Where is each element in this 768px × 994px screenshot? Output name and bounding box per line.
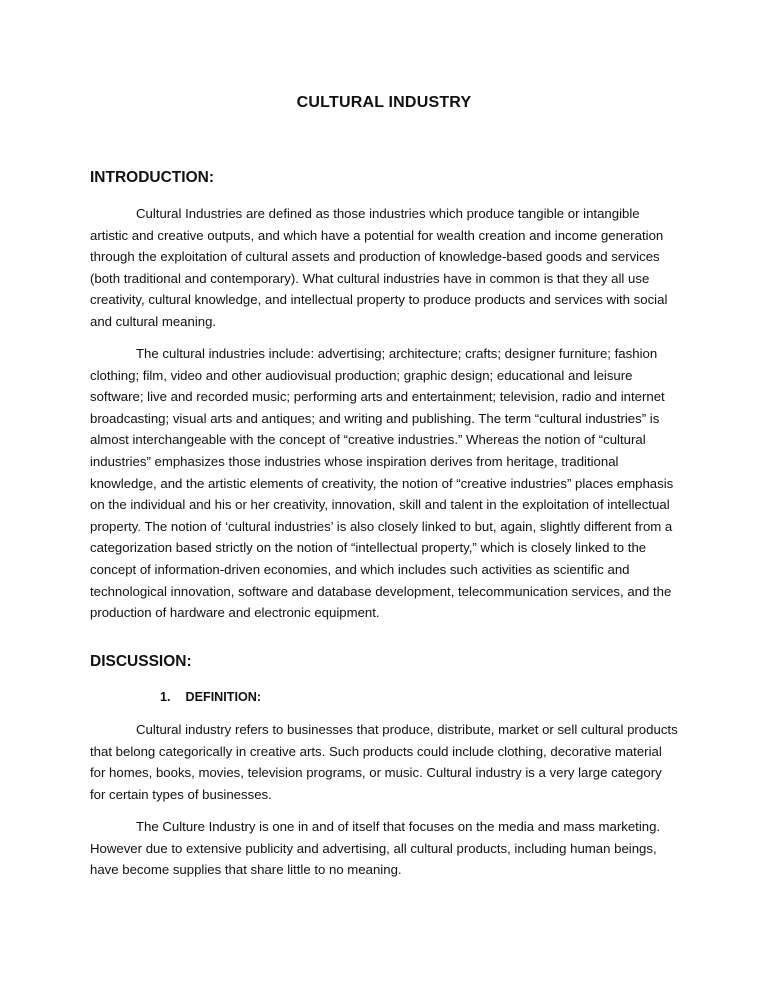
discussion-heading: DISCUSSION:	[90, 653, 192, 670]
introduction-paragraph-1: Cultural Industries are defined as those industries which produce tangible or intangible artistic and creative outputs, and which have a potential for wealth creation and income generation through the exploitation of cultural assets and production of knowledge-based goods and services (both traditional and contemporary). What cultural industries have in common is that they all use creativity, cultural knowledge, and intellectual property to produce products and services with social and cultural meaning.	[90, 206, 668, 329]
document-title: CULTURAL INDUSTRY	[296, 94, 472, 111]
definition-subheading	[160, 687, 261, 707]
discussion-paragraph-1: Cultural industry refers to businesses that produce, distribute, market or sell cultural products that belong categorically in creative arts. Such products could include clothing, decorative material for homes, books, movies, television programs, or music. Cultural industry is a very large category for certain types of businesses.	[90, 722, 678, 802]
introduction-paragraph-2: The cultural industries include: advertising; architecture; crafts; designer furniture; fashion clothing; film, video and other audiovisual production; graphic design; educational and leisure software; live and recorded music; performing arts and entertainment; television, radio and internet broadcasting; visual arts and antiques; and writing and publishing. The term “cultural industries” is almost interchangeable with the concept of “creative industries.” Whereas the notion of “cultural industries” emphasizes those industries whose inspiration derives from heritage, traditional knowledge, and the artistic elements of creativity, the notion of “creative industries” places emphasis on the individual and his or her creativity, innovation, skill and talent in the exploitation of intellectual property. The notion of ‘cultural industries’ is also closely linked to but, again, slightly different from a categorization based strictly on the notion of “intellectual property,” which is closely linked to the concept of information-driven economies, and which includes such activities as scientific and technological innovation, software and database development, telecommunication services, and the production of hardware and electronic equipment.	[90, 346, 674, 621]
discussion-paragraph-2: The Culture Industry is one in and of itself that focuses on the media and mass marketing. However due to extensive publicity and advertising, all cultural products, including human beings, have become supplies that share little to no meaning.	[90, 819, 661, 878]
introduction-heading: INTRODUCTION:	[90, 169, 214, 186]
subsection-title: DEFINITION:	[185, 690, 262, 704]
subsection-number: 1.	[160, 690, 171, 704]
